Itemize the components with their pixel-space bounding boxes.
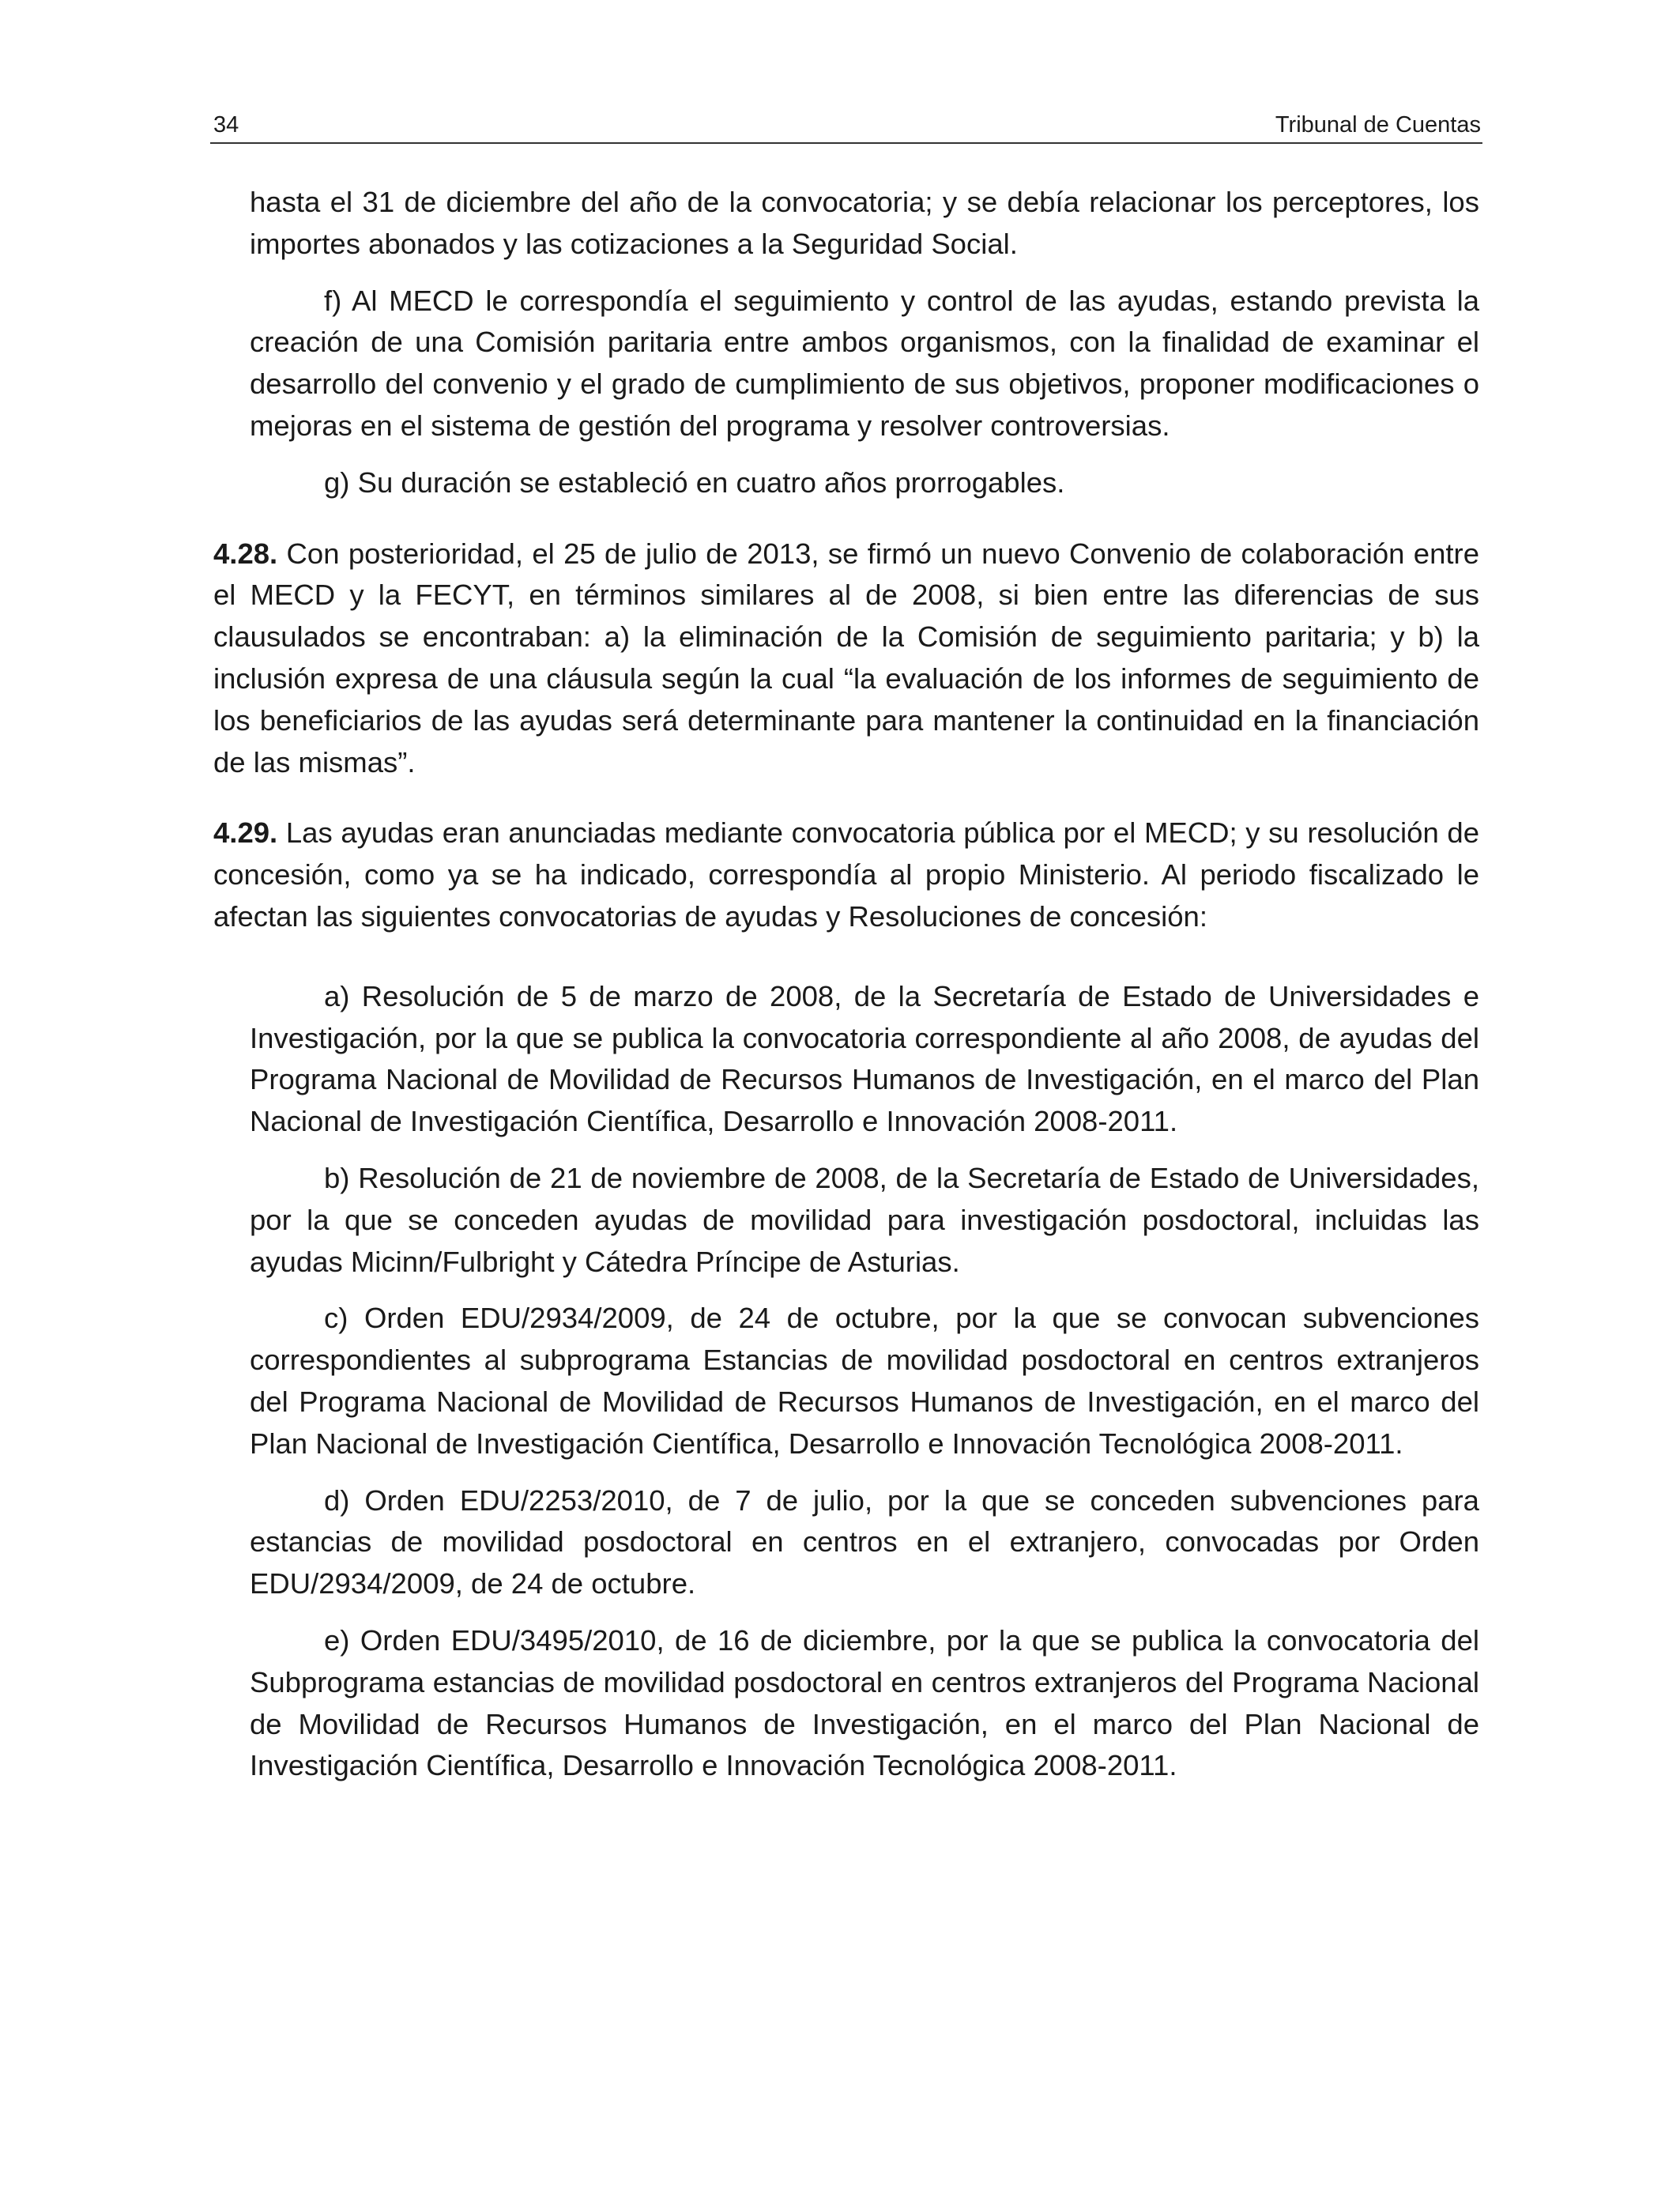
paragraph-number: 4.29. [213, 816, 278, 850]
clause-f: f) Al MECD le correspondía el seguimiento y control de las ayudas, estando prevista la creación de una Comisión paritaria entre ambos organismos, con la finalidad de examinar el desarrollo del convenio y el grado de cumplimiento de sus objetivos, proponer modificaciones o mejoras en el sistema de gestión del programa y resolver controversias. [250, 284, 1479, 442]
paragraph-number: 4.28. [213, 537, 278, 570]
header-organization: Tribunal de Cuentas [1275, 112, 1481, 138]
list-item-a: a) Resolución de 5 de marzo de 2008, de la Secretaría de Estado de Universidades e Investigación, por la que se publica la convocatoria correspondiente al año 2008, de ayudas del Programa Nacional de Movilidad de Recursos Humanos de Investigación, en el marco del Plan Nacional de Investigación Científica, Desarrollo e Innovación 2008-2011. [250, 979, 1479, 1138]
list-item-c: c) Orden EDU/2934/2009, de 24 de octubre, por la que se convocan subvenciones correspondientes al subprograma Estancias de movilidad posdoctoral en centros extranjeros del Programa Nacional de Movilidad de Recursos Humanos de Investigación, en el marco del Plan Nacional de Investigación Científica, Desarrollo e Innovación Tecnológica 2008-2011. [250, 1302, 1479, 1460]
header-divider [210, 142, 1482, 144]
paragraph-text: Las ayudas eran anunciadas mediante convocatoria pública por el MECD; y su resolución de concesión, como ya se ha indicado, correspondía al propio Ministerio. Al periodo fiscalizado le afectan las siguientes convocatorias de ayudas y Resoluciones de concesión: [213, 816, 1479, 933]
paragraph-text: Con posterioridad, el 25 de julio de 2013, se firmó un nuevo Convenio de colaboración entre el MECD y la FECYT, en términos similares al de 2008, si bien entre las diferencias de sus clausulados se encontraban: a) la eliminación de la Comisión de seguimiento paritaria; y b) la inclusión expresa de una cláusula según la cual “la evaluación de los informes de seguimiento de los beneficiarios de las ayudas será determinante para mantener la continuidad en la financiación de las mismas”. [213, 537, 1479, 778]
paragraph-4-29 [213, 812, 1479, 937]
paragraph-continuation: hasta el 31 de diciembre del año de la convocatoria; y se debía relacionar los perceptores, los importes abonados y las cotizaciones a la Seguridad Social. [250, 186, 1479, 260]
clause-g: g) Su duración se estableció en cuatro años prorrogables. [324, 466, 1065, 499]
document-body [213, 182, 1479, 1787]
paragraph-4-28 [213, 533, 1479, 784]
page-number: 34 [213, 112, 239, 138]
list-item-d: d) Orden EDU/2253/2010, de 7 de julio, por la que se conceden subvenciones para estancias de movilidad posdoctoral en centros en el extranjero, convocadas por Orden EDU/2934/2009, de 24 de octubre. [250, 1483, 1479, 1600]
page-header [210, 109, 1482, 141]
list-item-e: e) Orden EDU/3495/2010, de 16 de diciembre, por la que se publica la convocatoria del Subprograma estancias de movilidad posdoctoral en centros extranjeros del Programa Nacional de Movilidad de Recursos Humanos de Investigación, en el marco del Plan Nacional de Investigación Científica, Desarrollo e Innovación Tecnológica 2008-2011. [250, 1623, 1479, 1782]
list-item-b: b) Resolución de 21 de noviembre de 2008, de la Secretaría de Estado de Universidades, por la que se conceden ayudas de movilidad para investigación posdoctoral, incluidas las ayudas Micinn/Fulbright y Cátedra Príncipe de Asturias. [250, 1161, 1479, 1278]
